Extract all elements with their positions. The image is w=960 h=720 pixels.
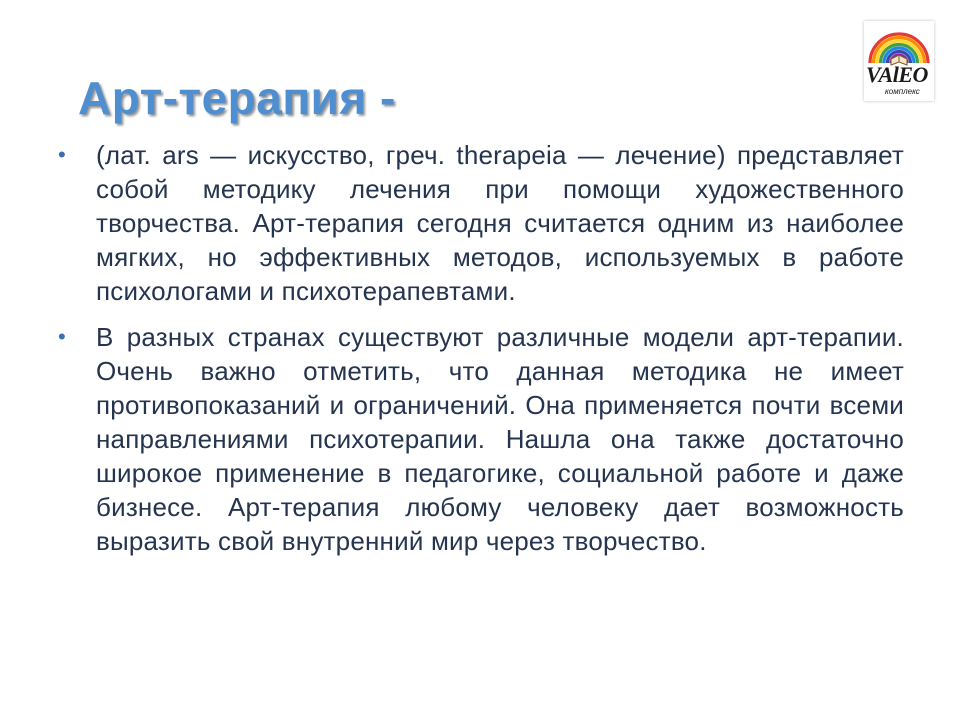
bullet-icon: •: [58, 142, 66, 167]
list-item: [52, 138, 904, 308]
valeo-logo: [864, 21, 934, 101]
bullet-text: (лат. ars — искусство, греч. therapeia — лечение) представляет собой методику лечения при помощи художественного творчества. Арт-терапия сегодня считается одним из наиболее мягких, но эффективных методов, используемых в работе психологами и психотерапевтами.: [96, 140, 904, 306]
logo-subtext: комплекс: [885, 87, 920, 96]
list-item: [52, 320, 904, 558]
slide-title: Арт-терапия -: [78, 72, 396, 124]
bullet-icon: •: [58, 324, 66, 349]
bullet-text: В разных странах существуют различные модели арт-терапии. Очень важно отметить, что данная методика не имеет противопоказаний и ограничений. Она применяется почти всеми направлениями психотерапии. Нашла она также достаточно широкое применение в педагогике, социальной работе и даже бизнесе. Арт-терапия любому человеку дает возможность выразить свой внутренний мир через творчество.: [96, 322, 904, 556]
bullet-list: [52, 138, 904, 570]
logo-text: VAlEO: [866, 62, 928, 87]
